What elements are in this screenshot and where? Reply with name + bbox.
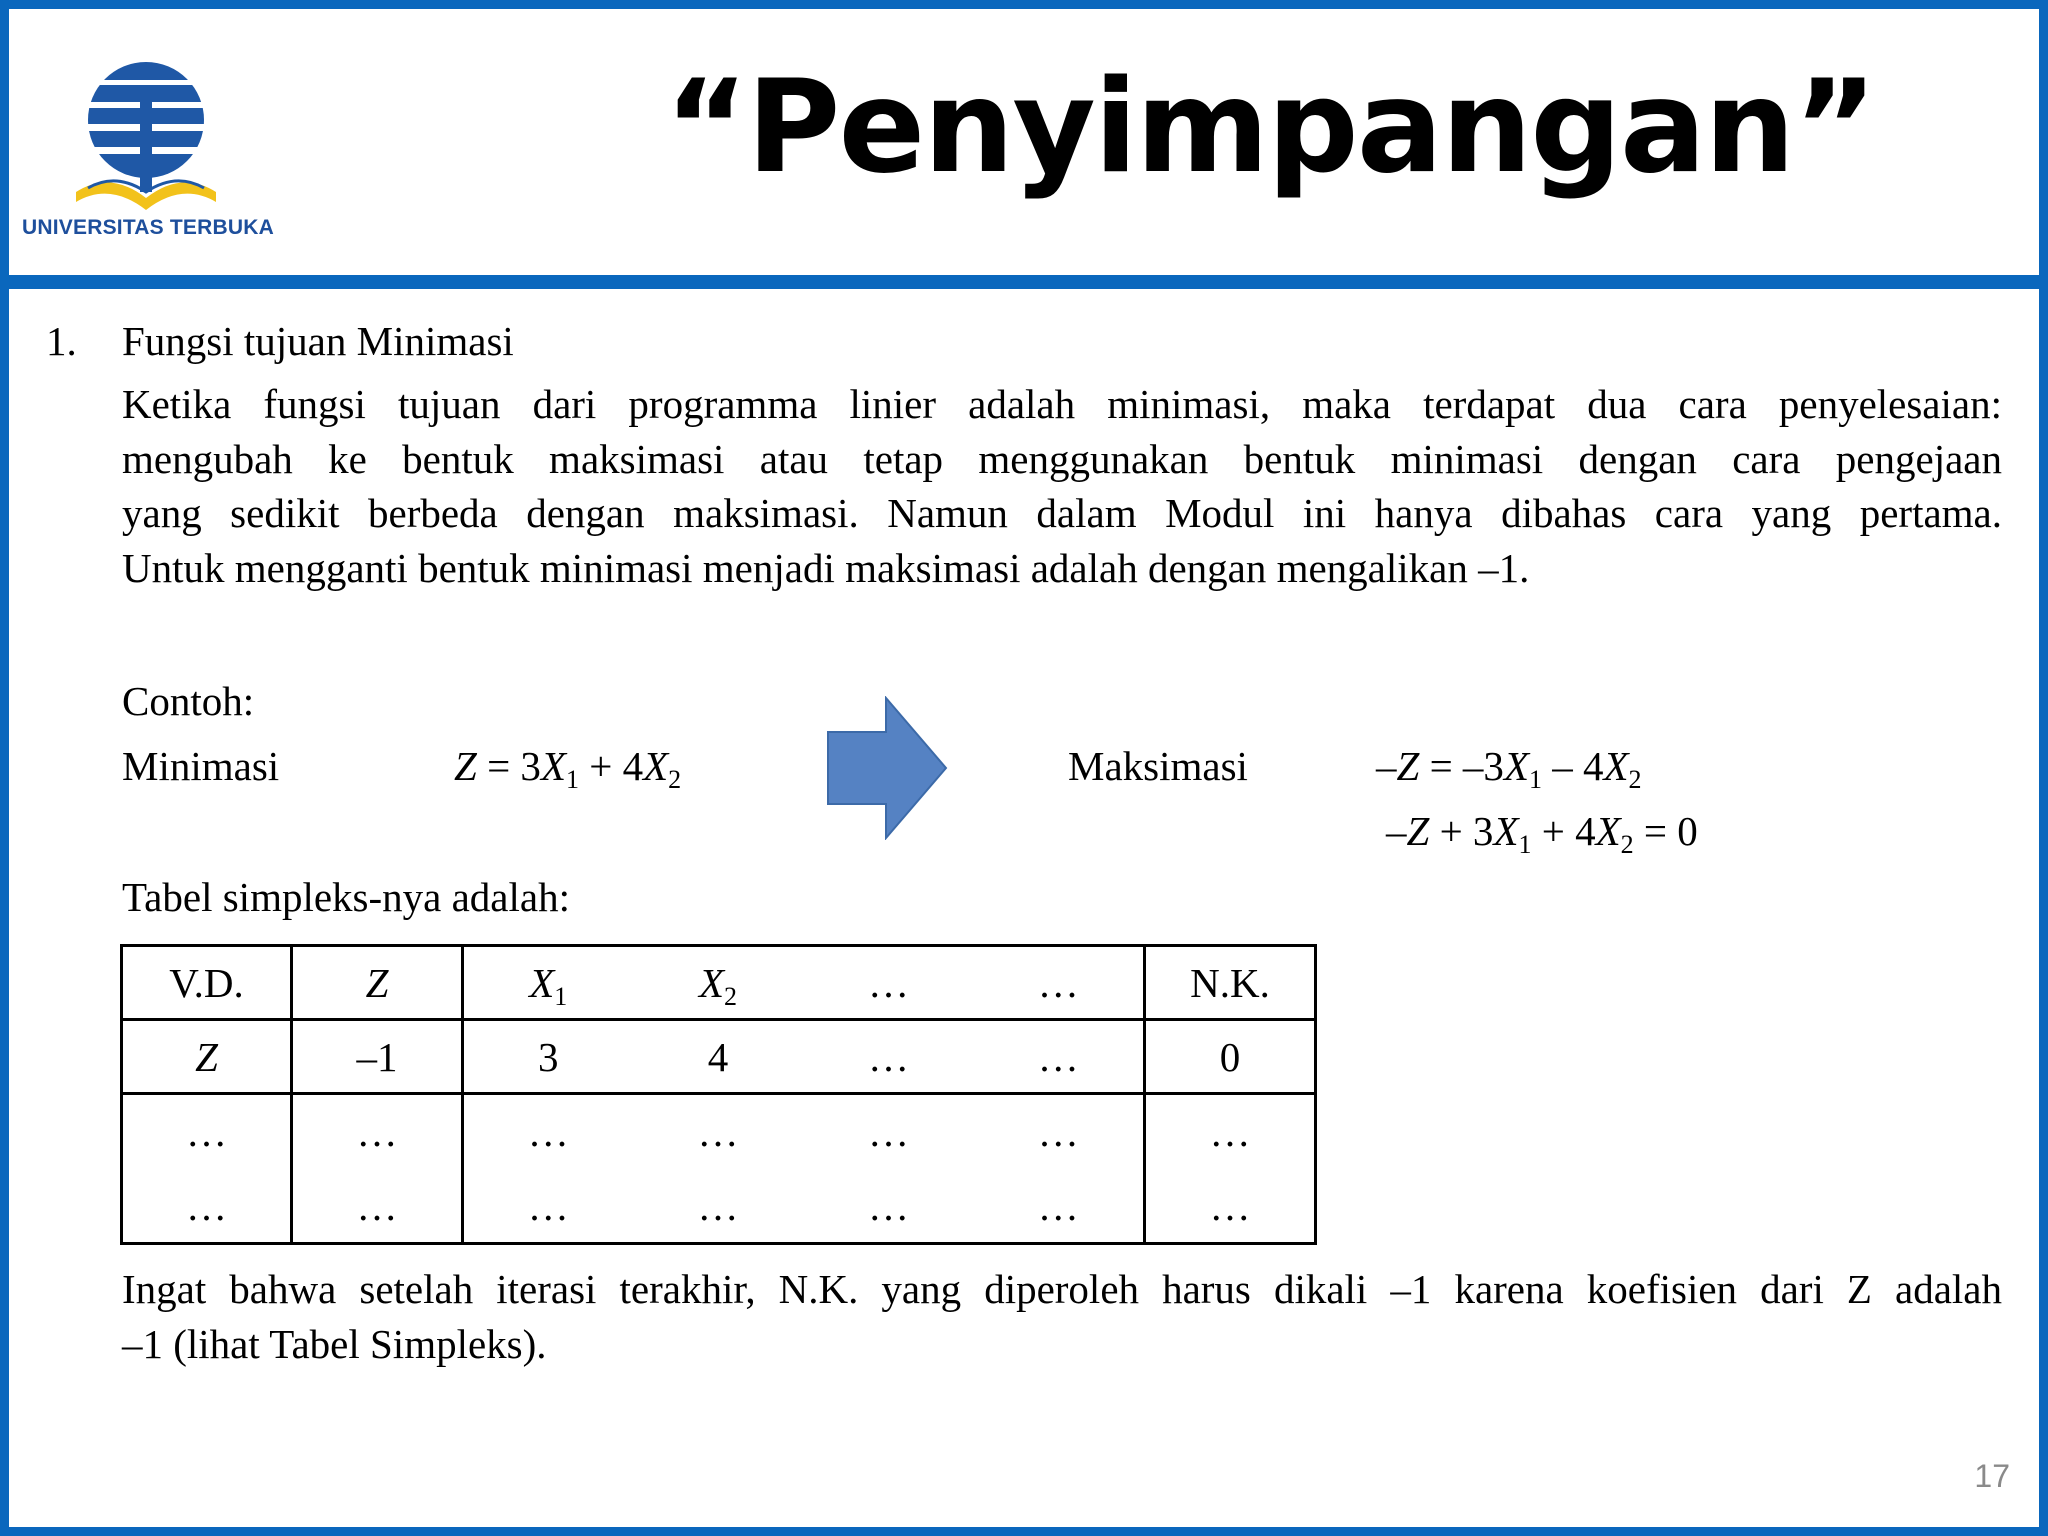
table-cell: 4: [707, 1033, 729, 1080]
simplex-table: [120, 944, 1317, 1245]
maximization-equation: $-Z = -3X_1 - 4X_2$: [1376, 743, 1642, 794]
table-cell: …: [974, 1170, 1145, 1244]
example-label: Contoh:: [122, 678, 255, 724]
header-cell: N.K.: [1190, 959, 1270, 1006]
header-cell: …: [974, 946, 1145, 1020]
table-cell: …: [292, 1094, 463, 1170]
header-cell: $X_2$: [698, 959, 738, 1011]
table-intro: Tabel simpleks-nya adalah:: [122, 874, 570, 920]
intro-paragraph: [122, 377, 2002, 595]
header-cell: V.D.: [122, 946, 292, 1020]
slide-title: “Penyimpangan”: [664, 53, 1876, 202]
table-cell: …: [527, 1109, 569, 1156]
header-divider: [0, 275, 2048, 289]
note-line: –1 (lihat Tabel Simpleks).: [122, 1320, 547, 1367]
logo-wordmark: UNIVERSITAS TERBUKA: [22, 216, 274, 239]
table-cell: …: [527, 1182, 569, 1229]
logo-emblem-icon: [18, 52, 278, 222]
table-cell: …: [697, 1182, 739, 1229]
right-arrow-icon: [826, 696, 948, 845]
university-logo: [18, 52, 278, 252]
header-cell: $X_1$: [529, 959, 568, 1011]
table-row: [122, 1170, 1316, 1244]
section-heading: Fungsi tujuan Minimasi: [122, 318, 514, 364]
maximization-equation-rearranged: $-Z + 3X_1 + 4X_2 = 0$: [1386, 808, 1698, 859]
header-cell: …: [868, 959, 909, 1006]
table-cell: …: [697, 1109, 739, 1156]
note-line: Ingat bahwa setelah iterasi terakhir, N.K. yang diperoleh harus dikali –1 karena koefisien dari Z adalah: [122, 1266, 2002, 1312]
table-cell: 0: [1219, 1033, 1241, 1080]
note-paragraph: [122, 1262, 2002, 1371]
page-number: 17: [1974, 1458, 2010, 1494]
table-cell: 3: [538, 1033, 559, 1080]
paragraph-line: mengubah ke bentuk maksimasi atau tetap menggunakan bentuk minimasi dengan cara pengejaan: [122, 435, 2002, 482]
paragraph-line: Ketika fungsi tujuan dari programma linier adalah minimasi, maka terdapat dua cara penyelesaian:: [122, 381, 2002, 427]
minimization-label: Minimasi: [122, 743, 280, 789]
table-row: [122, 1094, 1316, 1170]
table-cell: Z: [122, 1020, 292, 1094]
paragraph-line: Untuk mengganti bentuk minimasi menjadi maksimasi adalah dengan mengalikan –1.: [122, 544, 1530, 591]
table-cell: …: [868, 1033, 909, 1080]
table-cell: …: [1209, 1109, 1251, 1156]
table-cell: –1: [292, 1020, 463, 1094]
table-cell: …: [974, 1094, 1145, 1170]
table-header-row: [122, 946, 1316, 1020]
section-number: 1.: [46, 318, 77, 364]
table-cell: …: [292, 1170, 463, 1244]
table-cell: …: [1209, 1182, 1251, 1229]
minimization-equation: $Z = 3X_1 + 4X_2$: [454, 743, 682, 794]
table-row: [122, 1020, 1316, 1094]
header-cell: Z: [292, 946, 463, 1020]
table-cell: …: [122, 1094, 292, 1170]
table-cell: …: [974, 1020, 1145, 1094]
maximization-label: Maksimasi: [1068, 743, 1248, 789]
table-cell: …: [868, 1109, 909, 1156]
paragraph-line: yang sedikit berbeda dengan maksimasi. Namun dalam Modul ini hanya dibahas cara yang pertama.: [122, 490, 2002, 536]
table-cell: …: [122, 1170, 292, 1244]
table-cell: …: [868, 1182, 909, 1229]
